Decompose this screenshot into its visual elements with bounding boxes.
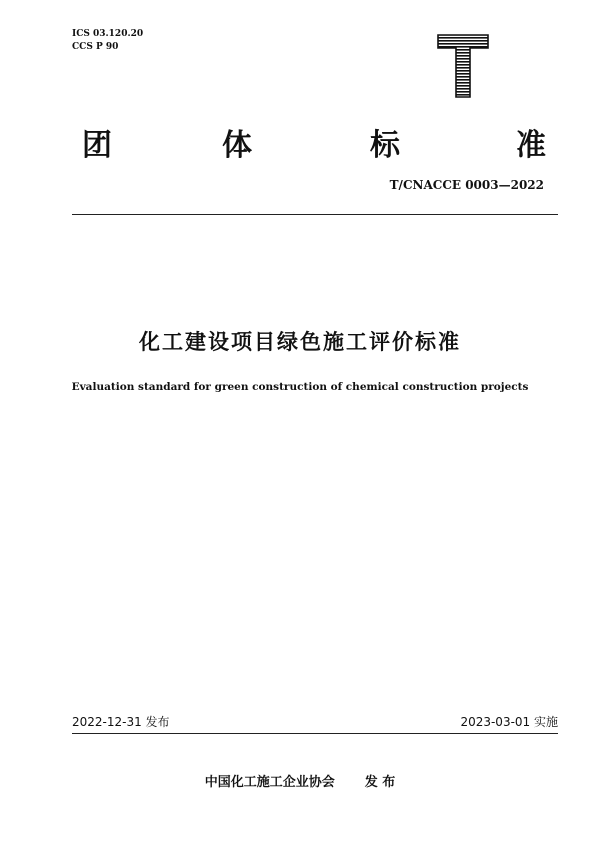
classification-codes — [72, 28, 143, 54]
title-english: Evaluation standard for green construction of chemical construction projects — [71, 381, 529, 393]
doc-type-char-3: 标 — [370, 128, 400, 163]
document-type-heading — [0, 120, 600, 163]
implementation-date: 2023-03-01 实施 — [460, 715, 558, 729]
top-divider — [72, 214, 558, 215]
issue-date: 2022-12-31 发布 — [72, 715, 170, 729]
ics-code: ICS 03.120.20 — [72, 29, 144, 39]
ccs-code: CCS P 90 — [72, 42, 119, 52]
doc-type-char-4: 准 — [516, 128, 546, 163]
publisher-line — [0, 771, 600, 790]
standard-number: T/CNACCE 0003—2022 — [389, 178, 544, 192]
doc-type-char-2: 体 — [222, 128, 252, 163]
bottom-divider — [72, 733, 558, 734]
publisher-name: 中国化工施工企业协会 — [204, 775, 335, 790]
doc-type-char-1: 团 — [82, 128, 112, 163]
publish-action: 发 布 — [364, 775, 396, 790]
title-chinese: 化工建设项目绿色施工评价标准 — [139, 330, 461, 354]
standard-type-t-logo — [437, 34, 489, 98]
